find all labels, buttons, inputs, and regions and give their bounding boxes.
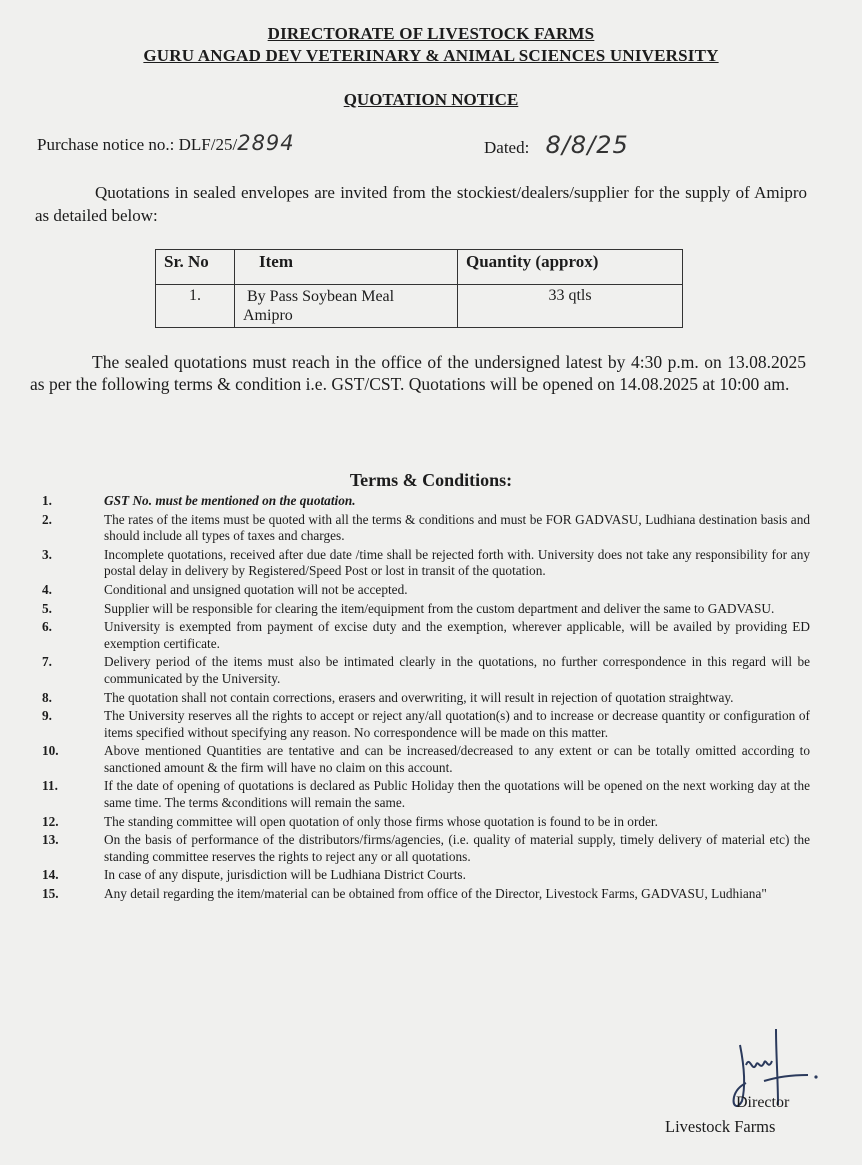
term-item xyxy=(38,690,810,706)
term-number: 12. xyxy=(42,813,59,829)
term-number: 6. xyxy=(42,619,52,635)
term-number: 14. xyxy=(42,867,59,883)
term-text: GST No. must be mentioned on the quotation. xyxy=(104,493,356,508)
signatory-department: Livestock Farms xyxy=(665,1117,776,1136)
header-item: Item xyxy=(235,250,458,285)
items-table xyxy=(155,249,683,328)
term-number: 11. xyxy=(42,778,58,794)
submission-paragraph xyxy=(30,351,806,395)
directorate-heading: DIRECTORATE OF LIVESTOCK FARMS xyxy=(267,24,595,43)
term-number: 9. xyxy=(42,708,52,724)
term-text: Conditional and unsigned quotation will not be accepted. xyxy=(104,581,408,597)
term-text: If the date of opening of quotations is declared as Public Holiday then the quotations will be opened on the next working day at the same time. The terms &conditions will remain the same. xyxy=(104,778,810,810)
term-item xyxy=(38,619,810,652)
term-number: 8. xyxy=(42,689,52,705)
purchase-notice-number xyxy=(37,131,295,155)
term-number: 15. xyxy=(42,886,59,902)
term-item xyxy=(38,493,810,509)
dated-label: Dated: xyxy=(484,138,530,157)
university-heading: GURU ANGAD DEV VETERINARY & ANIMAL SCIENCES UNIVERSITY xyxy=(143,46,719,65)
term-text: Delivery period of the items must also be intimated clearly in the quotations, no further correspondence in this regard will be communicated by the University. xyxy=(104,654,810,686)
term-item xyxy=(38,743,810,776)
purchase-notice-label: Purchase notice no.: DLF/25/ xyxy=(37,135,238,154)
term-item xyxy=(38,512,810,545)
term-text: The rates of the items must be quoted with all the terms & conditions and must be FOR GADVASU, Ludhiana destination basis and should include all types of taxes and charges. xyxy=(104,511,810,544)
term-text: Supplier will be responsible for clearing the item/equipment from the custom department and deliver the same to GADVASU. xyxy=(104,600,775,616)
term-number: 4. xyxy=(42,581,52,597)
term-text: Any detail regarding the item/material can be obtained from office of the Director, Livestock Farms, GADVASU, Ludhiana" xyxy=(104,886,767,902)
dated-handwritten: 8/8/25 xyxy=(545,131,629,159)
term-item xyxy=(38,708,810,741)
notice-date xyxy=(484,131,629,159)
term-text: University is exempted from payment of excise duty and the exemption, wherever applicable, will be availed by providing ED exemption certificate. xyxy=(104,619,810,651)
term-item xyxy=(38,814,810,830)
terms-list xyxy=(38,493,810,905)
term-item xyxy=(38,601,810,617)
term-item xyxy=(38,832,810,865)
term-text: The quotation shall not contain corrections, erasers and overwriting, it will result in rejection of quotation straightway. xyxy=(104,689,734,705)
term-text: The University reserves all the rights to accept or reject any/all quotation(s) and to increase or decrease quantity or configuration of items specified without specifying any reason. No correspondence will be made on this matter. xyxy=(104,708,810,740)
terms-title: Terms & Conditions: xyxy=(349,470,513,490)
header-quantity: Quantity (approx) xyxy=(458,250,683,285)
cell-item xyxy=(235,285,458,328)
purchase-notice-handwritten-number: 2894 xyxy=(237,131,295,155)
term-text: On the basis of performance of the distributors/firms/agencies, (i.e. quality of material supply, timely delivery of material etc) the standing committee reserves the rights to reject any or all quotations. xyxy=(104,832,810,864)
term-item xyxy=(38,778,810,811)
term-number: 3. xyxy=(42,546,52,562)
item-name-line1: By Pass Soybean Meal xyxy=(247,288,395,305)
signatory-title: Director xyxy=(736,1094,790,1111)
term-number: 10. xyxy=(42,743,59,759)
term-item xyxy=(38,867,810,883)
term-text: The standing committee will open quotation of only those firms whose quotation is found to be in order. xyxy=(104,813,658,829)
table-header-row xyxy=(156,250,683,285)
term-text: Incomplete quotations, received after due date /time shall be rejected forth with. University does not take any responsibility for any postal delay in delivery by Registered/Speed Post or lost in transit of the quotation. xyxy=(104,546,810,579)
cell-sr-no: 1. xyxy=(156,285,235,328)
term-item xyxy=(38,654,810,687)
term-text: Above mentioned Quantities are tentative and can be increased/decreased to any extent or can be totally omitted according to sanctioned amount & the firm will have no claim on this account. xyxy=(104,743,810,775)
term-item xyxy=(38,886,810,902)
header-sr-no: Sr. No xyxy=(156,250,235,285)
item-name-line2: Amipro xyxy=(243,307,293,324)
submission-text: The sealed quotations must reach in the office of the undersigned latest by 4:30 p.m. on 13.08.2025 as per the following terms & condition i.e. GST/CST. Quotations will be opened on 14.08.2025 at 10:00 am. xyxy=(30,352,806,394)
cell-quantity: 33 qtls xyxy=(458,285,683,328)
term-number: 2. xyxy=(42,511,52,527)
term-number: 1. xyxy=(42,493,52,508)
table-row xyxy=(156,285,683,328)
term-number: 13. xyxy=(42,832,59,848)
term-number: 5. xyxy=(42,600,52,616)
intro-paragraph: Quotations in sealed envelopes are invited from the stockiest/dealers/supplier for the supply of Amipro as detailed below: xyxy=(35,183,807,225)
term-item xyxy=(38,547,810,580)
term-number: 7. xyxy=(42,654,52,670)
term-item xyxy=(38,582,810,598)
term-text: In case of any dispute, jurisdiction will be Ludhiana District Courts. xyxy=(104,867,466,883)
notice-title: QUOTATION NOTICE xyxy=(343,90,519,109)
